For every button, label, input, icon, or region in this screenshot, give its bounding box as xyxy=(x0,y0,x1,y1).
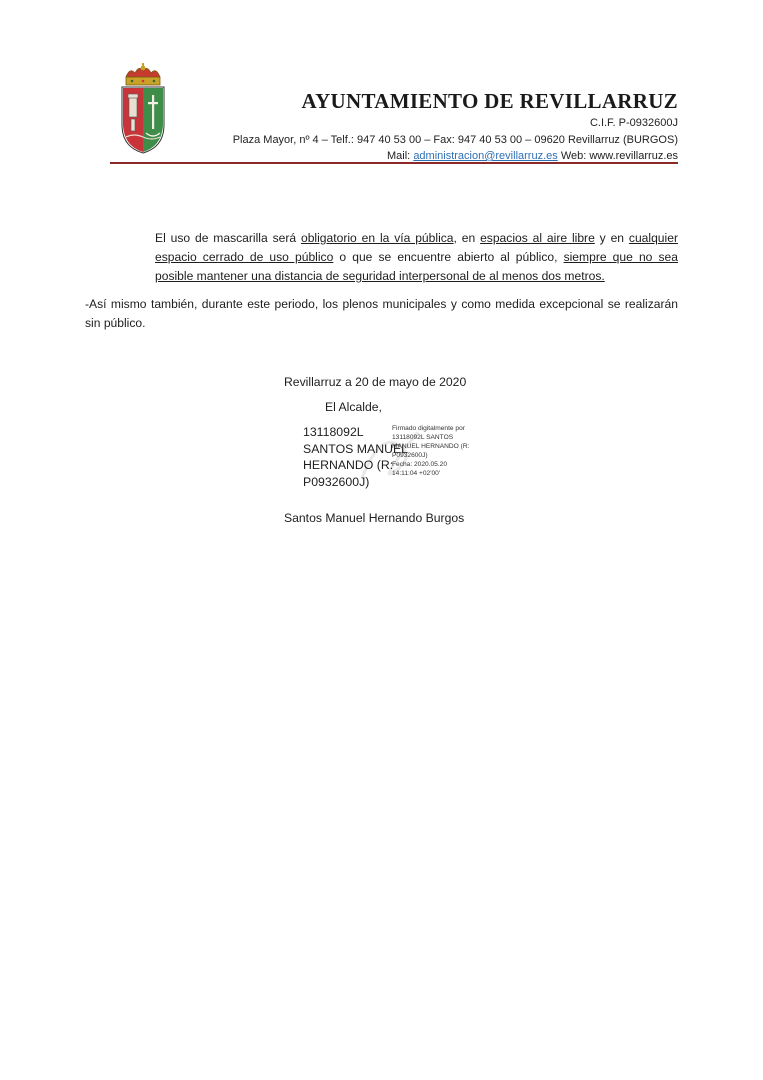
p1-text-2: , en xyxy=(453,231,481,245)
p1-text-1: El uso de mascarilla será xyxy=(155,231,301,245)
cif-line: C.I.F. P-0932600J xyxy=(589,117,678,129)
p1-text-4: o que se encuentre abierto al público, xyxy=(333,250,564,264)
p1-underline-3: cualquier espacio cerrado de uso público xyxy=(155,231,678,264)
digital-line: P0932600J) xyxy=(392,451,428,459)
p1-underline-1: obligatorio en la vía pública xyxy=(300,231,454,245)
paragraph-plenary: -Así mismo también, durante este periodo, los plenos municipales y como medida excepcional se realizarán sin público. xyxy=(85,297,678,330)
paragraph-mask-rule xyxy=(155,229,678,286)
signer-id-line: HERNANDO (R: xyxy=(303,458,394,472)
digital-line: 14:11:04 +02'00' xyxy=(392,469,441,477)
signer-id-line: SANTOS MANUEL xyxy=(303,441,409,456)
p1-underline-2: espacios al aire libre xyxy=(480,231,595,245)
header-divider xyxy=(110,162,678,164)
p1-text-3: y en xyxy=(594,231,629,245)
digital-line: 13118092L SANTOS xyxy=(392,433,454,441)
web-label: Web: xyxy=(560,150,587,162)
mail-label: Mail: xyxy=(387,150,411,162)
letterhead xyxy=(198,88,678,164)
organization-title: AYUNTAMIENTO DE REVILLARRUZ xyxy=(301,89,678,113)
mayor-role: El Alcalde, xyxy=(325,400,382,414)
digital-line: Fecha: 2020.05.20 xyxy=(392,460,447,468)
address-line: Plaza Mayor, nº 4 – Telf.: 947 40 53 00 – Fax: 947 40 53 00 – 09620 Revillarruz (BURGOS) xyxy=(232,134,678,146)
place-date: Revillarruz a 20 de mayo de 2020 xyxy=(284,375,467,389)
signer-id-line: P0932600J) xyxy=(303,474,370,489)
digital-signature-block xyxy=(392,425,469,478)
web-address: www.revillarruz.es xyxy=(589,150,678,162)
p1-underline-4: siempre que no sea posible mantener una distancia de seguridad interpersonal de al menos dos metros. xyxy=(155,250,678,283)
mail-link[interactable]: administracion@revillarruz.es xyxy=(413,150,558,162)
digital-line: Firmado digitalmente por xyxy=(392,425,465,432)
signer-name: Santos Manuel Hernando Burgos xyxy=(284,511,465,525)
coat-of-arms-icon xyxy=(118,63,168,155)
signer-id-line: 13118092L xyxy=(303,425,364,439)
digital-line: MANUEL HERNANDO (R: xyxy=(392,442,470,450)
